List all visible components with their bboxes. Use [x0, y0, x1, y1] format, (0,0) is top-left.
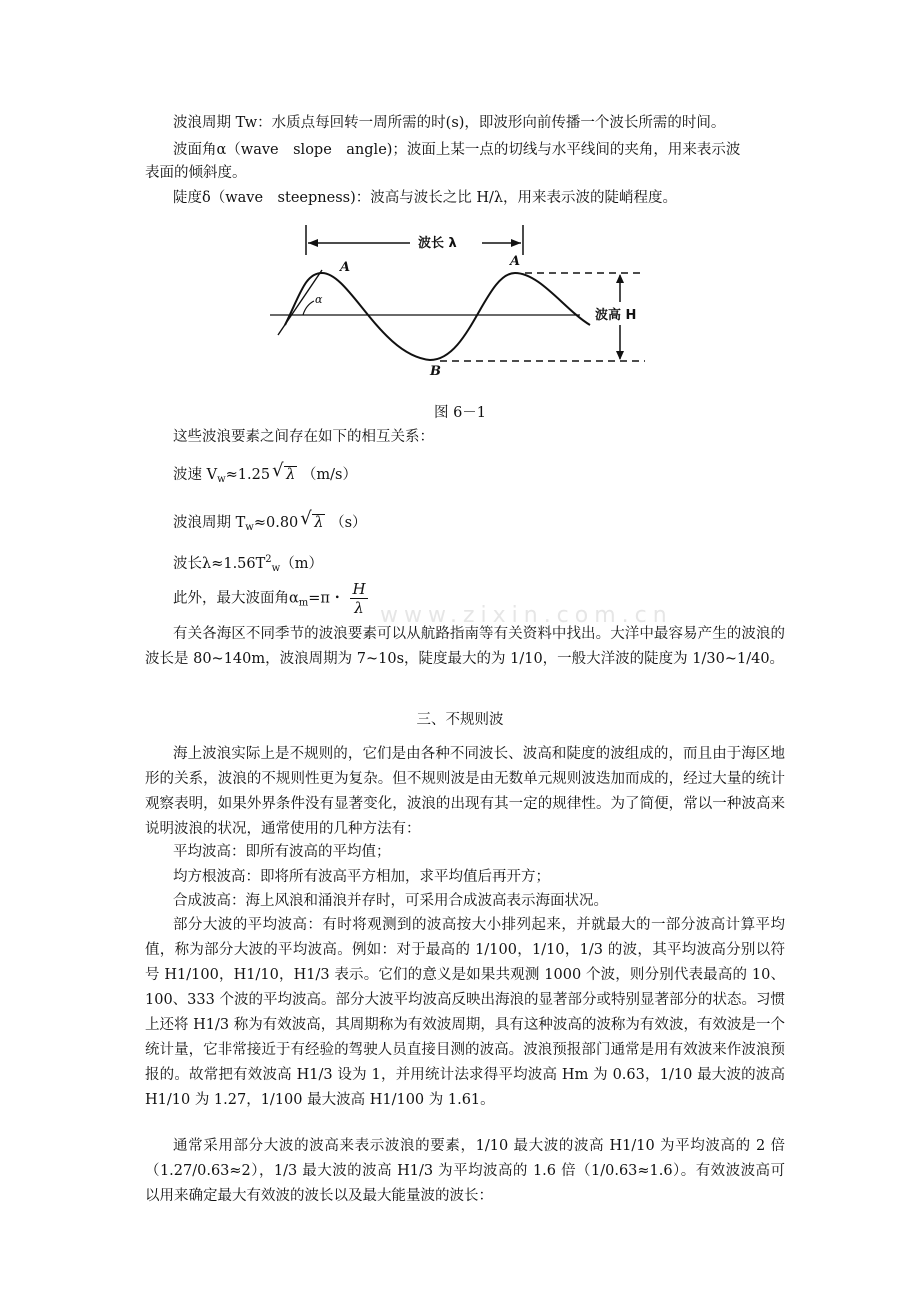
intro-wave-period: 波浪周期 Tw：水质点每回转一周所需的时(s)，即波形向前传播一个波长所需的时间。: [173, 115, 726, 131]
crest-a-right-label: A: [510, 254, 521, 269]
formula-wave-length: 波长$\lambda\approx 1.56T^2_w(m)$: [173, 554, 323, 574]
wave-height-label: 波高 H: [595, 308, 637, 323]
formula-wave-period: 波浪周期 $T_w\approx 0.80$ √ λ （s）: [173, 508, 367, 533]
definition-rms-height: 均方根波高：即将所有波高平方相加，求平均值后再开方；: [173, 869, 550, 885]
intro-slope-angle: 波面角α（wave slope angle)；波面上某一点的切线与水平线间的夹角，用来表示波: [173, 142, 741, 158]
definition-mean-height: 平均波高：即所有波高的平均值；: [173, 844, 391, 860]
paragraph-irregular-waves: 海上波浪实际上是不规则的，它们是由各种不同波长、波高和陡度的波组成的，而且由于海区地形的关系，波浪的不规则性更为复杂。但不规则波是由无数单元规则波迭加而成的，经过大量的统计观察表明，如果外界条件没有显著变化，波浪的出现有其一定的规律性。为了简便，常以一种波高来说明波浪的状况，通常使用的几种方法有：: [145, 746, 785, 837]
watermark: www.zixin.com.cn: [380, 603, 673, 628]
wavelength-label: 波长 λ: [418, 236, 457, 251]
sqrt-symbol: √ λ: [272, 460, 296, 483]
formula-wave-speed: 波速 $V_w\approx 1.25$ √ λ （m/s）: [173, 460, 357, 485]
formula-max-slope-angle: 此外，最大波面角$\alpha_m=\pi$・ $\frac{H}{\lambda}$: [173, 580, 370, 622]
figure-caption: 图 6－1: [433, 405, 487, 421]
paragraph-usage: 通常采用部分大波的波高来表示波浪的要素，1/10 最大波的波高 H1/10 为平均波高的 2 倍（1.27/0.63≈2），1/3 最大波的波高 H1/3 为平均波高的 1.6 倍（1/0.63≈1.6）。有效波波高可以用来确定最大有效波的波长以及最大能量波的波长：: [145, 1138, 785, 1204]
crest-a-left-label: A: [340, 260, 351, 275]
relations-intro: 这些波浪要素之间存在如下的相互关系：: [173, 429, 434, 445]
fraction: $\frac{H}{\lambda}$: [348, 580, 369, 617]
angle-label: α: [315, 293, 323, 306]
paragraph-partial-large-waves: 部分大波的平均波高：有时将观测到的波高按大小排列起来，并就最大的一部分波高计算平均值，称为部分大波的平均波高。例如：对于最高的 1/100，1/10，1/3 的波，其平均波高分别以符号 H1/100，H1/10，H1/3 表示。它们的意义是如果共观测 1000 个波，则分别代表最高的 10、100、333 个波的平均波高。部分大波平均波高反映出海浪的显著部分或特别显著部分的状态。习惯上还将 H1/3 称为有效波高，其周期称为有效波周期，具有这种波高的波称为有效波，有效波是一个统计量，它非常接近于有经验的驾驶人员直接目测的波高。波浪预报部门通常是用有效波来作波浪预报的。故常把有效波高 H1/3 设为 1，并用统计法求得平均波高 Hm 为 0.63，1/10 最大波的波高 H1/10 为 1.27，1/100 最大波高 H1/100 为 1.61。: [145, 917, 785, 1108]
intro-steepness: 陡度δ（wave steepness)：波高与波长之比 H/λ，用来表示波的陡峭程度。: [173, 190, 678, 206]
wave-diagram: [270, 225, 660, 385]
trough-b-label: B: [430, 364, 441, 379]
intro-slope-angle-cont: 表面的倾斜度。: [145, 165, 247, 181]
paragraph-regional-data: 有关各海区不同季节的波浪要素可以从航路指南等有关资料中找出。大洋中最容易产生的波浪的波长是 80~140m，波浪周期为 7~10s，陡度最大的为 1/10，一般大洋波的陡度为 1/30~1/40。: [145, 626, 785, 667]
section-heading: 三、不规则波: [416, 712, 504, 728]
sqrt-symbol: √ λ: [300, 508, 324, 531]
definition-combined-height: 合成波高：海上风浪和涌浪并存时，可采用合成波高表示海面状况。: [173, 893, 608, 909]
